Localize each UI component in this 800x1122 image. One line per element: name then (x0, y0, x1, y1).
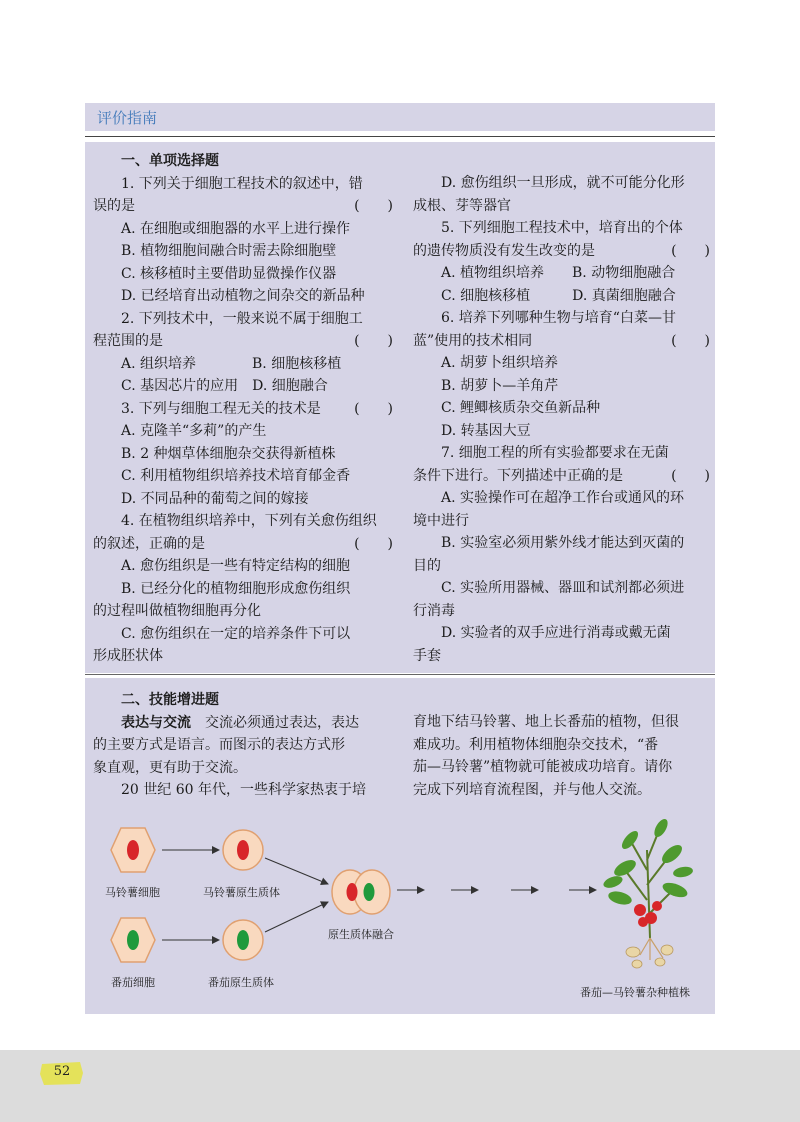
line-text: D. 不同品种的葡萄之间的嫁接 (121, 490, 309, 507)
header-rule (85, 136, 715, 137)
arrow (265, 902, 328, 932)
question-line (93, 555, 393, 578)
line-text: 2. 下列技术中，一般来说不属于细胞工 (121, 310, 363, 327)
line-text: 3. 下列与细胞工程无关的技术是 (121, 400, 321, 417)
line-text: 条件下进行。下列描述中正确的是 (413, 467, 623, 484)
caption-potato-protoplast: 马铃薯原生质体 (203, 886, 280, 899)
question-line (93, 623, 393, 646)
fused-green-nucleus (364, 883, 375, 901)
line-text: A. 在细胞或细胞器的水平上进行操作 (121, 220, 351, 237)
question-line (413, 285, 710, 308)
potato-protoplast-nucleus (237, 840, 249, 860)
line-text: 4. 在植物组织培养中，下列有关愈伤组织 (121, 513, 377, 529)
para-line: 的主要方式是语言。而图示的表达方式形 (93, 737, 345, 753)
question-line (413, 307, 710, 330)
question-line (413, 397, 710, 420)
question-line (413, 330, 710, 353)
line-text: 目的 (413, 557, 441, 574)
line-text: B. 植物细胞间融合时需去除细胞壁 (121, 243, 337, 259)
line-text: 的过程叫做植物细胞再分化 (93, 603, 261, 619)
answer-blank: ( ) (671, 242, 710, 259)
question-line (413, 217, 710, 240)
question-line (413, 420, 710, 443)
section1-right-column (413, 172, 710, 667)
para-line: 难成功。利用植物体细胞杂交技术，“番 (413, 736, 659, 753)
line-text: C. 细胞核移植 D. 真菌细胞融合 (441, 287, 676, 304)
question-line (413, 262, 710, 285)
question-line (93, 533, 393, 556)
question-line (93, 443, 393, 466)
line-text: B. 胡萝卜—羊角芹 (441, 377, 559, 394)
answer-blank: ( ) (354, 198, 393, 214)
line-text: 程范围的是 (93, 333, 163, 349)
hybrid-plant-illustration (602, 817, 694, 968)
line-text: A. 克隆羊“多莉”的产生 (121, 423, 267, 439)
arrow (265, 858, 328, 884)
answer-blank: ( ) (354, 333, 393, 349)
page-footer (0, 1050, 800, 1122)
line-text: 蓝”使用的技术相同 (413, 332, 533, 349)
question-line (93, 240, 393, 263)
question-line (413, 645, 710, 668)
caption-fusion: 原生质体融合 (328, 928, 394, 941)
line-text: 5. 下列细胞工程技术中，培育出的个体 (441, 220, 683, 236)
line-text: 的叙述，正确的是 (93, 535, 205, 552)
question-line (413, 510, 710, 533)
section2-right-column (413, 711, 710, 801)
line-text: A. 实验操作可在超净工作台或通风的环 (441, 490, 685, 506)
question-line (413, 195, 710, 218)
line-text: C. 基因芯片的应用 D. 细胞融合 (121, 378, 328, 394)
question-line (93, 330, 393, 353)
section2-heading: 二、技能增进题 (121, 692, 219, 708)
question-line (93, 353, 393, 376)
question-line (413, 555, 710, 578)
line-text: 境中进行 (413, 512, 469, 529)
question-line (93, 195, 393, 218)
section-divider (85, 674, 715, 675)
question-line (93, 375, 393, 398)
line-text: D. 转基因大豆 (441, 422, 531, 439)
question-line (93, 398, 393, 421)
line-text: 1. 下列关于细胞工程技术的叙述中，错 (121, 175, 363, 192)
question-line (93, 488, 393, 511)
bold-lead: 表达与交流 (121, 714, 191, 731)
line-text: C. 鲤鲫核质杂交鱼新品种 (441, 400, 601, 416)
question-line (413, 442, 710, 465)
question-line (413, 600, 710, 623)
page-number: 52 (53, 1064, 71, 1079)
section2-left-column (93, 689, 393, 802)
line-text: 行消毒 (413, 602, 455, 619)
page-number-badge (40, 1060, 84, 1086)
question-line (93, 465, 393, 488)
para-line: 茄—马铃薯”植物就可能被成功培育。请你 (413, 759, 673, 775)
caption-hybrid-plant: 番茄—马铃薯杂种植株 (580, 986, 690, 999)
question-line (413, 487, 710, 510)
line-text: 手套 (413, 647, 441, 664)
question-line (93, 600, 393, 623)
answer-blank: ( ) (354, 400, 393, 417)
line-text: 6. 培养下列哪种生物与培育“白菜—甘 (441, 310, 676, 326)
question-line (413, 352, 710, 375)
line-text: D. 愈伤组织一旦形成，就不可能分化形 (441, 175, 685, 191)
question-line (413, 577, 710, 600)
line-text: D. 已经培育出动植物之间杂交的新品种 (121, 288, 365, 304)
caption-potato-cell: 马铃薯细胞 (105, 886, 160, 899)
header-title: 评价指南 (97, 109, 158, 127)
line-text: A. 植物组织培养 B. 动物细胞融合 (441, 265, 676, 281)
tomato-protoplast-nucleus (237, 930, 249, 950)
line-text: 误的是 (93, 198, 135, 214)
line-text: D. 实验者的双手应进行消毒或戴无菌 (441, 625, 671, 641)
line-text: 7. 细胞工程的所有实验都要求在无菌 (441, 445, 669, 461)
para-line: 交流必须通过表达，表达 (205, 714, 359, 731)
line-text: 的遗传物质没有发生改变的是 (413, 242, 595, 259)
line-text: B. 实验室必须用紫外线才能达到灭菌的 (441, 535, 685, 551)
question-line (93, 308, 393, 331)
para-line: 育地下结马铃薯、地上长番茄的植物，但很 (413, 714, 679, 730)
question-line (93, 645, 393, 668)
question-line (413, 172, 710, 195)
answer-blank: ( ) (671, 332, 710, 349)
para-line: 20 世纪 60 年代，一些科学家热衷于培 (121, 782, 366, 798)
question-line (93, 285, 393, 308)
caption-tomato-cell: 番茄细胞 (111, 976, 155, 989)
question-line (93, 173, 393, 196)
question-line (413, 375, 710, 398)
line-text: B. 已经分化的植物细胞形成愈伤组织 (121, 580, 351, 597)
question-line (413, 240, 710, 263)
para-line: 完成下列培育流程图，并与他人交流。 (413, 781, 651, 798)
question-line (93, 578, 393, 601)
question-line (413, 465, 710, 488)
section1-left-column (93, 150, 393, 668)
tomato-nucleus (127, 930, 139, 950)
question-line (93, 510, 393, 533)
question-line (93, 263, 393, 286)
line-text: C. 利用植物组织培养技术培育郁金香 (121, 468, 351, 484)
line-text: C. 核移植时主要借助显微操作仪器 (121, 265, 337, 282)
line-text: B. 2 种烟草体细胞杂交获得新植株 (121, 445, 336, 462)
para-line: 象直观，更有助于交流。 (93, 759, 247, 776)
potato-nucleus (127, 840, 139, 860)
line-text: A. 愈伤组织是一些有特定结构的细胞 (121, 558, 351, 574)
question-line (413, 622, 710, 645)
question-line (93, 218, 393, 241)
line-text: A. 胡萝卜组织培养 (441, 355, 559, 371)
line-text: A. 组织培养 B. 细胞核移植 (121, 355, 342, 372)
header-bar (85, 103, 715, 131)
answer-blank: ( ) (671, 467, 710, 484)
question-line (413, 532, 710, 555)
line-text: 形成胚状体 (93, 648, 163, 664)
question-line (93, 420, 393, 443)
fused-red-nucleus (347, 883, 358, 901)
line-text: C. 实验所用器械、器皿和试剂都必须进 (441, 580, 685, 596)
answer-blank: ( ) (354, 535, 393, 552)
line-text: C. 愈伤组织在一定的培养条件下可以 (121, 625, 351, 642)
caption-tomato-protoplast: 番茄原生质体 (208, 976, 274, 989)
line-text: 成根、芽等器官 (413, 197, 511, 214)
section2-first-line (93, 712, 393, 735)
section1-heading: 一、单项选择题 (121, 153, 219, 169)
